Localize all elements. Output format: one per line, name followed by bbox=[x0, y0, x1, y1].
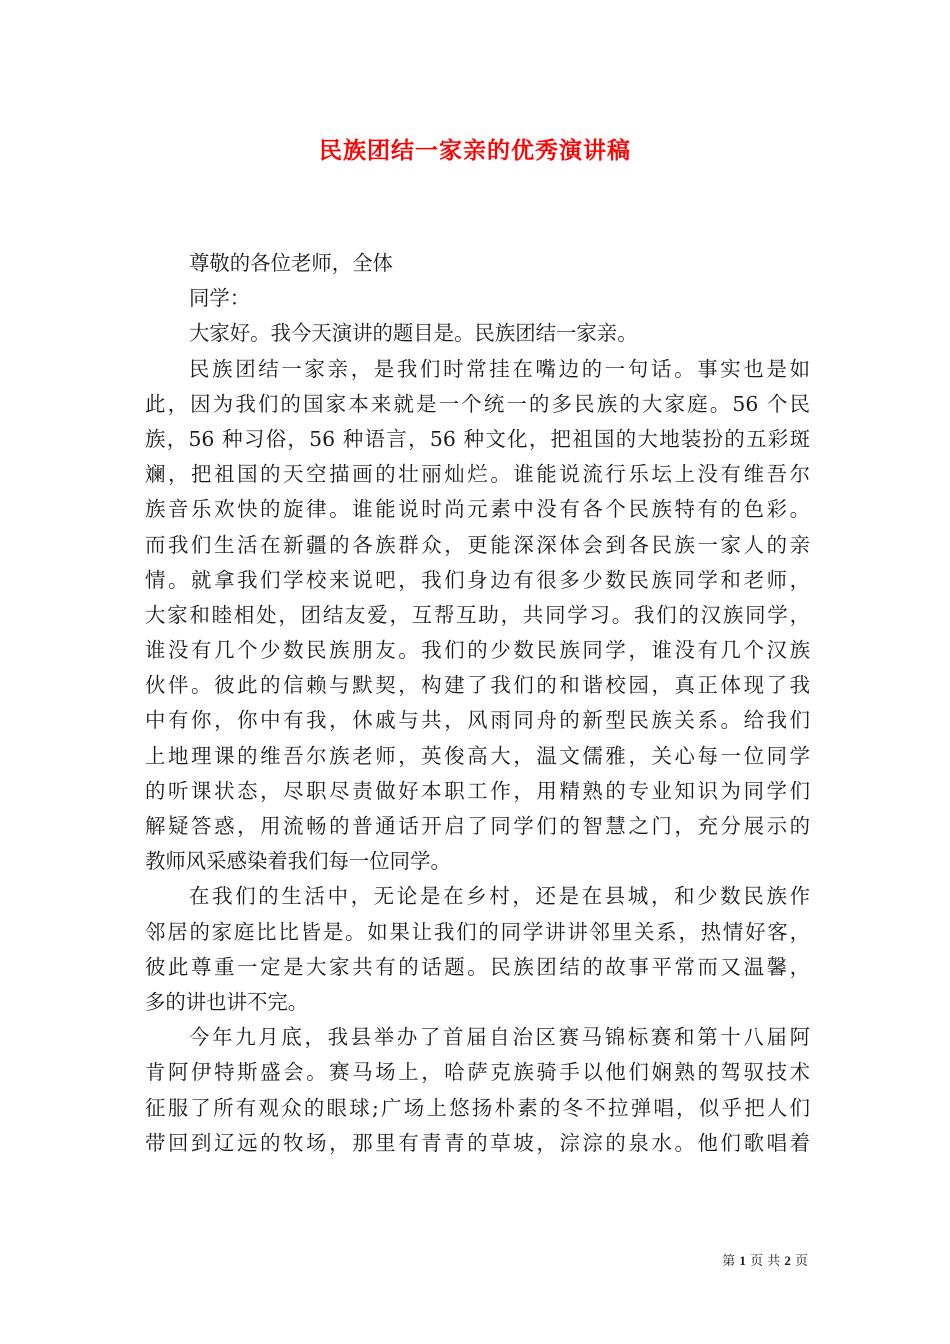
text-line: 大家好。我今天演讲的题目是。民族团结一家亲。 bbox=[189, 321, 638, 346]
text-line: 尊敬的各位老师，全体 bbox=[189, 251, 393, 275]
footer-suffix: 页 bbox=[794, 1254, 808, 1269]
text-line: 同学： bbox=[189, 286, 251, 311]
footer-page-total: 2 bbox=[784, 1253, 791, 1268]
text-line: 彼此尊重一定是大家共有的话题。民族团结的故事平常而又温馨， bbox=[145, 954, 810, 979]
footer-page-number: 1 bbox=[739, 1253, 746, 1268]
text-line: 带回到辽远的牧场，那里有青青的草坡，淙淙的泉水。他们歌唱着 bbox=[145, 1130, 810, 1155]
page-footer bbox=[722, 1250, 808, 1269]
text-line: 中有你，你中有我，休戚与共，风雨同舟的新型民族关系。给我们 bbox=[145, 708, 810, 733]
document-title: 民族团结一家亲的优秀演讲稿 bbox=[319, 137, 631, 164]
text-line: 大家和睦相处，团结友爱，互帮互助，共同学习。我们的汉族同学， bbox=[145, 602, 810, 627]
text-line: 教师风采感染着我们每一位同学。 bbox=[145, 849, 451, 874]
text-line: 而我们生活在新疆的各族群众，更能深深体会到各民族一家人的亲 bbox=[145, 532, 810, 557]
text-line: 在我们的生活中，无论是在乡村，还是在县城，和少数民族作 bbox=[189, 884, 810, 909]
text-line: 解疑答惑，用流畅的普通话开启了同学们的智慧之门，充分展示的 bbox=[145, 814, 810, 838]
text-line: 谁没有几个少数民族朋友。我们的少数民族同学，谁没有几个汉族 bbox=[145, 638, 810, 663]
footer-prefix: 第 bbox=[722, 1254, 736, 1269]
footer-middle: 页 共 bbox=[750, 1254, 781, 1269]
text-line: 伙伴。彼此的信赖与默契，构建了我们的和谐校园，真正体现了我 bbox=[145, 673, 810, 698]
text-line: 邻居的家庭比比皆是。如果让我们的同学讲讲邻里关系，热情好客， bbox=[145, 919, 810, 944]
text-line: 上地理课的维吾尔族老师，英俊高大，温文儒雅，关心每一位同学 bbox=[145, 743, 810, 768]
text-line: 族，56 种习俗，56 种语言，56 种文化，把祖国的大地装扮的五彩斑 bbox=[145, 426, 810, 451]
document-body bbox=[145, 246, 810, 1161]
text-line: 斓，把祖国的天空描画的壮丽灿烂。谁能说流行乐坛上没有维吾尔 bbox=[145, 462, 810, 487]
text-line: 的听课状态，尽职尽责做好本职工作，用精熟的专业知识为同学们 bbox=[145, 778, 810, 803]
text-line: 征服了所有观众的眼球;广场上悠扬朴素的冬不拉弹唱，似乎把人们 bbox=[145, 1095, 810, 1120]
text-line: 情。就拿我们学校来说吧，我们身边有很多少数民族同学和老师， bbox=[145, 567, 810, 592]
text-line: 肯阿伊特斯盛会。赛马场上，哈萨克族骑手以他们娴熟的驾驭技术 bbox=[145, 1060, 810, 1085]
text-line: 民族团结一家亲，是我们时常挂在嘴边的一句话。事实也是如 bbox=[189, 356, 810, 381]
text-line: 此，因为我们的国家本来就是一个统一的多民族的大家庭。56 个民 bbox=[145, 391, 810, 416]
text-line: 族音乐欢快的旋律。谁能说时尚元素中没有各个民族特有的色彩。 bbox=[145, 497, 810, 522]
text-line: 多的讲也讲不完。 bbox=[145, 989, 309, 1014]
text-line: 今年九月底，我县举办了首届自治区赛马锦标赛和第十八届阿 bbox=[189, 1025, 810, 1050]
